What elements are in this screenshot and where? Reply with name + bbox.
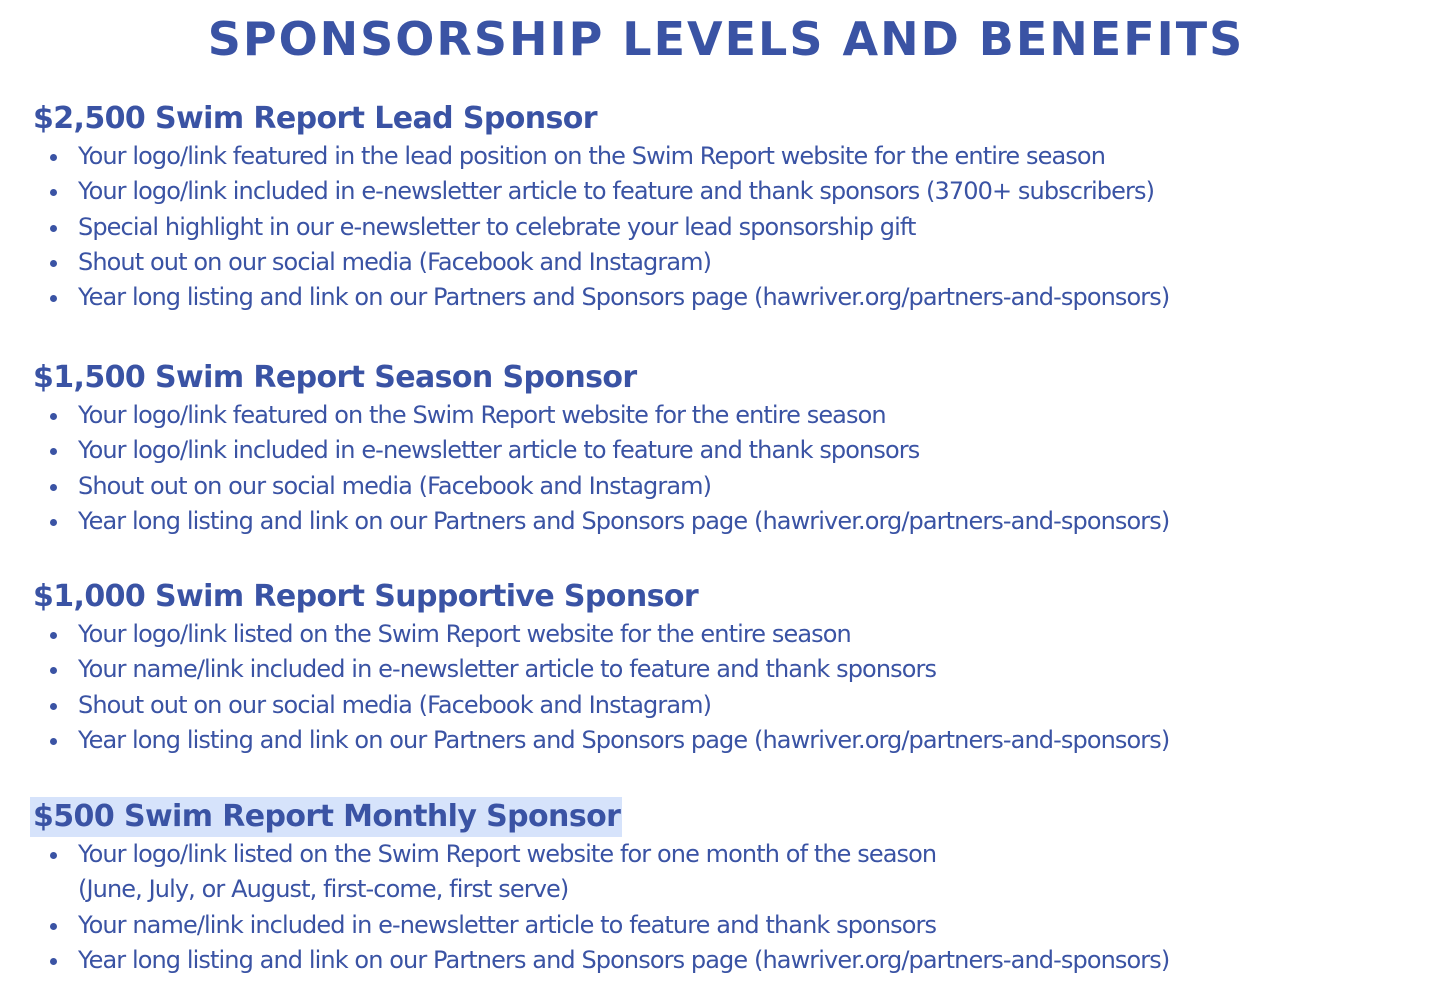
benefit-item <box>33 908 1433 943</box>
benefit-text: Your logo/link featured in the lead position on the Swim Report website for the entire season <box>78 142 1106 170</box>
bullet-icon <box>50 632 57 639</box>
benefit-item <box>33 617 1433 652</box>
tier-lead-sponsor <box>33 99 1433 315</box>
tier-season-sponsor <box>33 358 1433 539</box>
benefit-text: Your logo/link included in e-newsletter article to feature and thank sponsors <box>78 436 920 465</box>
bullet-icon <box>50 154 57 161</box>
benefit-list <box>33 398 1433 539</box>
bullet-icon <box>50 295 57 302</box>
bullet-icon <box>50 958 57 965</box>
benefit-text: Your logo/link listed on the Swim Report website for the entire season <box>78 620 851 648</box>
benefit-item <box>33 245 1433 280</box>
benefit-item <box>33 652 1433 687</box>
bullet-icon <box>50 189 57 196</box>
benefit-item <box>33 433 1433 468</box>
bullet-icon <box>50 260 57 267</box>
bullet-icon <box>50 484 57 491</box>
bullet-icon <box>50 738 57 745</box>
benefit-item <box>33 174 1433 209</box>
benefit-item <box>33 469 1433 504</box>
benefit-item <box>33 280 1433 315</box>
tier-monthly-sponsor <box>33 797 1433 978</box>
tier-supportive-sponsor <box>33 577 1433 758</box>
bullet-icon <box>50 703 57 710</box>
benefit-text: Shout out on our social media (Facebook and Instagram) <box>78 247 712 276</box>
bullet-icon <box>50 667 57 674</box>
benefit-item <box>33 504 1433 539</box>
benefit-item <box>33 943 1433 978</box>
benefit-item <box>33 210 1433 245</box>
benefit-text: Your logo/link included in e-newsletter article to feature and thank sponsors (3700+ subscribers) <box>78 177 1155 206</box>
benefit-text: Year long listing and link on our Partners and Sponsors page (hawriver.org/partners-and-sponsors) <box>78 725 1170 754</box>
tier-heading: $2,500 Swim Report Lead Sponsor <box>33 101 597 136</box>
benefit-item <box>33 688 1433 723</box>
tier-heading: $1,000 Swim Report Supportive Sponsor <box>33 579 699 614</box>
benefit-text: Year long listing and link on our Partners and Sponsors page (hawriver.org/partners-and-sponsors) <box>78 506 1170 535</box>
benefit-text: Your name/link included in e-newsletter article to feature and thank sponsors <box>78 910 937 939</box>
benefit-text: Shout out on our social media (Facebook and Instagram) <box>78 690 712 719</box>
bullet-icon <box>50 852 57 859</box>
benefit-item <box>33 139 1433 174</box>
benefit-list <box>33 837 1433 978</box>
benefit-text-continuation: (June, July, or August, first-come, first serve) <box>78 875 569 904</box>
benefit-item <box>33 837 1433 908</box>
tier-heading-selected[interactable]: $500 Swim Report Monthly Sponsor <box>30 797 622 837</box>
benefit-item <box>33 723 1433 758</box>
benefit-list <box>33 139 1433 315</box>
benefit-text: Shout out on our social media (Facebook and Instagram) <box>78 471 712 500</box>
benefit-text: Year long listing and link on our Partners and Sponsors page (hawriver.org/partners-and-sponsors) <box>78 283 1170 312</box>
benefit-text: Special highlight in our e-newsletter to celebrate your lead sponsorship gift <box>78 212 916 241</box>
benefit-text: Your name/link included in e-newsletter article to feature and thank sponsors <box>78 655 937 684</box>
bullet-icon <box>50 225 57 232</box>
benefit-list <box>33 617 1433 758</box>
bullet-icon <box>50 519 57 526</box>
benefit-text: Your logo/link listed on the Swim Report website for one month of the season <box>78 840 937 868</box>
page-title: SPONSORSHIP LEVELS AND BENEFITS <box>207 12 1245 66</box>
benefit-item <box>33 398 1433 433</box>
benefit-text: Year long listing and link on our Partners and Sponsors page (hawriver.org/partners-and-sponsors) <box>78 945 1170 974</box>
benefit-text: Your logo/link featured on the Swim Report website for the entire season <box>78 401 886 429</box>
bullet-icon <box>50 923 57 930</box>
bullet-icon <box>50 413 57 420</box>
tier-heading: $1,500 Swim Report Season Sponsor <box>33 360 637 395</box>
bullet-icon <box>50 448 57 455</box>
